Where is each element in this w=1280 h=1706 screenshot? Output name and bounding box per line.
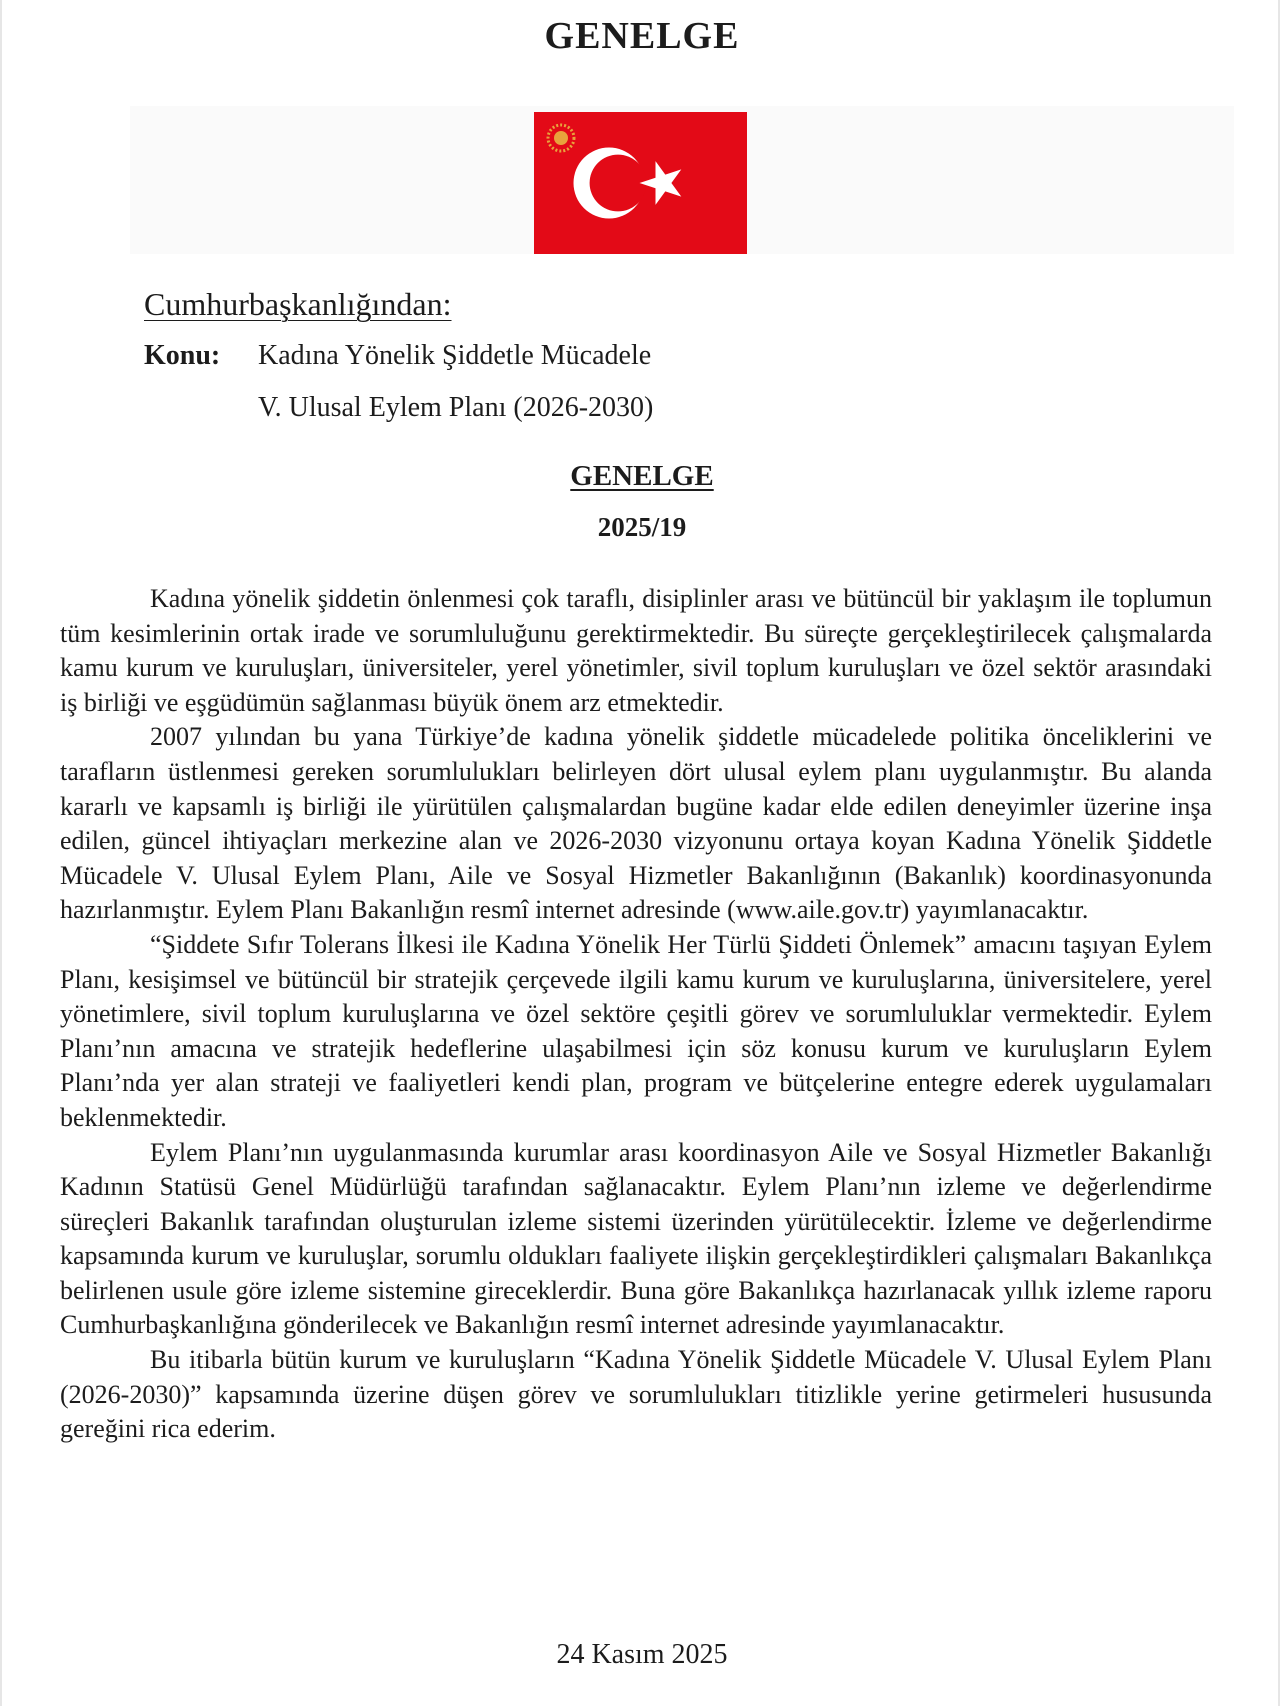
subject-line-2: V. Ulusal Eylem Planı (2026-2030) — [258, 392, 654, 423]
paragraph-1: Kadına yönelik şiddetin önlenmesi çok taraflı, disiplinler arası ve bütüncül bir yaklaşım ile toplumun tüm kesimlerinin ortak irade ve sorumluluğunu gerektirmektedir. Bu süreçte gerçekleştirilecek çalışmalarda kamu kurum ve kuruluşları, üniversiteler, yerel yönetimler, sivil toplum kuruluşları ve özel sektör arasındaki iş birliği ve eşgüdümün sağlanması büyük önem arz etmektedir. — [60, 584, 1212, 717]
subject-label: Konu: — [144, 340, 221, 371]
issuer-name: Cumhurbaşkanlığından: — [144, 286, 452, 322]
document-date: 24 Kasım 2025 — [556, 1639, 728, 1670]
paragraph-3: “Şiddete Sıfır Tolerans İlkesi ile Kadına Yönelik Her Türlü Şiddeti Önlemek” amacını taşıyan Eylem Planı, kesişimsel ve bütüncül bir stratejik çerçevede ilgili kamu kurum ve kuruluşlarına, üniversitelere, yerel yönetimlere, sivil toplum kuruluşlarına ve özel sektöre çeşitli görev ve sorumluluklar vermektedir. Eylem Planı’nın amacına ve stratejik hedeflerine ulaşabilmesi için söz konusu kurum ve kuruluşların Eylem Planı’nda yer alan strateji ve faaliyetleri kendi plan, program ve bütçelerine entegre ederek uygulamaları beklenmektedir. — [60, 929, 1212, 1132]
document-number: 2025/19 — [597, 512, 687, 542]
page-title: GENELGE — [544, 15, 740, 57]
document-body — [60, 582, 1212, 1447]
crescent-inner — [590, 155, 647, 212]
document-heading — [2, 460, 1280, 493]
turkish-flag-icon — [534, 112, 747, 254]
subject-line-1: Kadına Yönelik Şiddetle Mücadele — [258, 340, 652, 371]
paragraph-2: 2007 yılından bu yana Türkiye’de kadına yönelik şiddetle mücadelede politika önceliklerini ve tarafların üstlenmesi gereken sorumlulukları belirleyen dört ulusal eylem planı uygulanmıştır. Bu alanda kararlı ve kapsamlı iş birliği ile yürütülen çalışmalardan bugüne kadar elde edilen deneyimler üzerine inşa edilen, güncel ihtiyaçları merkezine alan ve 2026-2030 vizyonunu ortaya koyan Kadına Yönelik Şiddetle Mücadele V. Ulusal Eylem Planı, Aile ve Sosyal Hizmetler Bakanlığının (Bakanlık) koordinasyonunda hazırlanmıştır. Eylem Planı Bakanlığın resmî internet adresinde (www.aile.gov.tr) yayımlanacaktır. — [60, 722, 1212, 925]
document-heading-text: GENELGE — [570, 460, 714, 492]
paragraph-4: Eylem Planı’nın uygulanmasında kurumlar arası koordinasyon Aile ve Sosyal Hizmetler Bakanlığı Kadının Statüsü Genel Müdürlüğü tarafından sağlanacaktır. Eylem Planı’nın izleme ve değerlendirme süreçleri Bakanlık tarafından oluşturulan izleme sistemi üzerinden yürütülecektir. İzleme ve değerlendirme kapsamında kurum ve kuruluşlar, sorumlu oldukları faaliyete ilişkin gerçekleştirdikleri çalışmaları Bakanlıkça belirlenen usule göre izleme sistemine gireceklerdir. Buna göre Bakanlıkça hazırlanacak yıllık izleme raporu Cumhurbaşkanlığına gönderilecek ve Bakanlığın resmî internet adresinde yayımlanacaktır. — [60, 1137, 1212, 1340]
paragraph-5: Bu itibarla bütün kurum ve kuruluşların “Kadına Yönelik Şiddetle Mücadele V. Ulusal Eylem Planı (2026-2030)” kapsamında üzerine düşen görev ve sorumlulukları titizlikle yerine getirmeleri hususunda gereğini rica ederim. — [60, 1345, 1212, 1444]
